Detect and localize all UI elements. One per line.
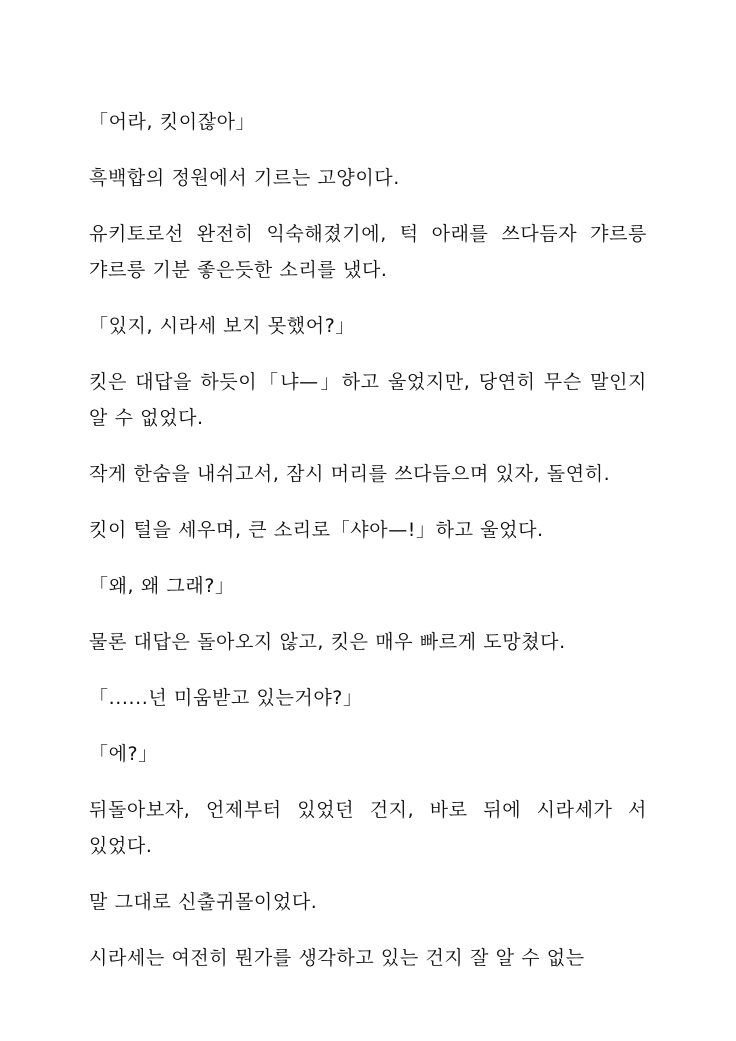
dialogue-line: 「왜, 왜 그래?」 — [89, 575, 235, 597]
dialogue-line: 「......넌 미움받고 있는거야?」 — [89, 687, 363, 709]
narration-paragraph: 시라세는 여전히 뭔가를 생각하고 있는 건지 잘 알 수 없는 — [89, 947, 585, 969]
narration-paragraph: 킷은 대답을 하듯이「냐—」하고 울었지만, 당연히 무슨 말인지 알 수 없었다. — [89, 371, 647, 429]
narration-paragraph: 유키토로선 완전히 익숙해졌기에, 턱 아래를 쓰다듬자 갸르릉 갸르릉 기분 좋은듯한 소리를 냈다. — [89, 223, 647, 281]
narration-paragraph: 물론 대답은 돌아오지 않고, 킷은 매우 빠르게 도망쳤다. — [89, 631, 566, 653]
dialogue-line: 「에?」 — [89, 743, 158, 765]
narration-paragraph: 킷이 털을 세우며, 큰 소리로「샤아—!」하고 울었다. — [89, 519, 544, 541]
narration-paragraph: 흑백합의 정원에서 기르는 고양이다. — [89, 167, 400, 189]
narration-paragraph: 작게 한숨을 내쉬고서, 잠시 머리를 쓰다듬으며 있자, 돌연히. — [89, 463, 611, 485]
narration-paragraph: 뒤돌아보자, 언제부터 있었던 건지, 바로 뒤에 시라세가 서 있었다. — [89, 799, 647, 857]
dialogue-line: 「어라, 킷이잖아」 — [89, 111, 256, 133]
narration-paragraph: 말 그대로 신출귀몰이었다. — [89, 891, 318, 913]
dialogue-line: 「있지, 시라세 보지 못했어?」 — [89, 315, 355, 337]
story-text — [89, 104, 647, 996]
